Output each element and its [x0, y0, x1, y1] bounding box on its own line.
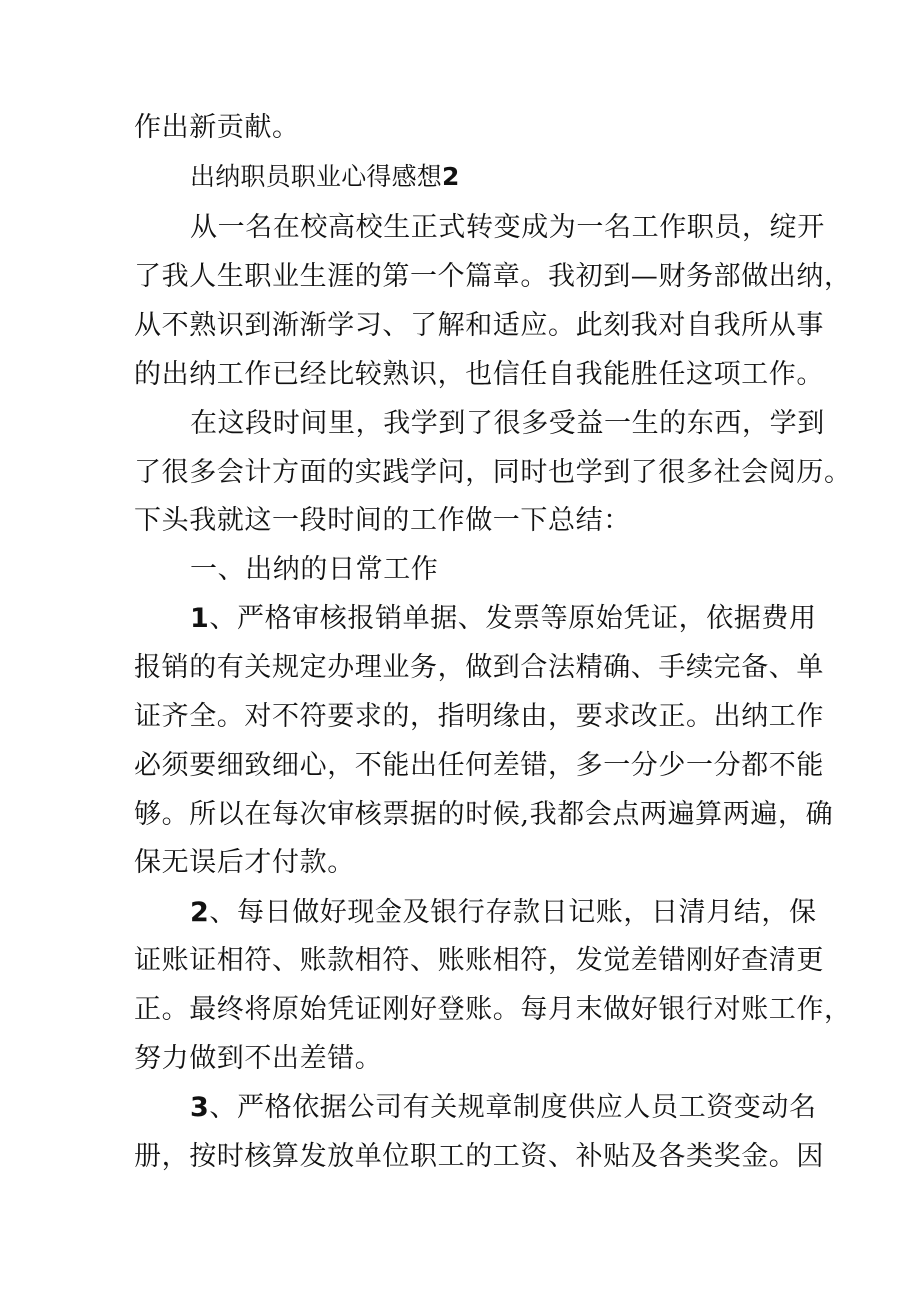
paragraph-line: 正。最终将原始凭证刚好登账。每月末做好银行对账工作， [134, 994, 852, 1025]
paragraph-line: 保无误后才付款。 [134, 847, 355, 878]
paragraph-line: 努力做到不出差错。 [134, 1043, 383, 1074]
list-item-text: 、严格审核报销单据、发票等原始凭证，依据费用 [209, 603, 817, 634]
paragraph-line: 了很多会计方面的实践学问，同时也学到了很多社会阅历。 [134, 457, 852, 488]
list-number: 1 [190, 603, 210, 634]
paragraph-line: 作出新贡献。 [134, 112, 300, 143]
list-item-1-line [190, 602, 850, 636]
section-title-text: 出纳职员职业心得感想 [190, 162, 443, 191]
list-item-text: 、严格依据公司有关规章制度供应人员工资变动名 [209, 1092, 817, 1123]
paragraph-line: 从不熟识到渐渐学习、了解和适应。此刻我对自我所从事 [134, 310, 824, 341]
paragraph-line: 必须要细致细心，不能出任何差错，多一分少一分都不能 [134, 750, 824, 781]
paragraph-line: 证齐全。对不符要求的，指明缘由，要求改正。出纳工作 [134, 701, 824, 732]
section-title [190, 160, 850, 194]
paragraph-line: 在这段时间里，我学到了很多受益一生的东西，学到 [190, 408, 825, 439]
paragraph-line: 够。所以在每次审核票据的时候,我都会点两遍算两遍，确 [134, 799, 834, 830]
paragraph-line: 下头我就这一段时间的工作做一下总结： [134, 505, 631, 536]
paragraph-line: 证账证相符、账款相符、账账相符，发觉差错刚好查清更 [134, 945, 824, 976]
list-number: 3 [190, 1092, 210, 1123]
section-number: 2 [442, 162, 460, 191]
paragraph-line: 报销的有关规定办理业务，做到合法精确、手续完备、单 [134, 652, 824, 683]
paragraph-line: 了我人生职业生涯的第一个篇章。我初到—财务部做出纳， [134, 261, 852, 292]
list-item-2-line [190, 896, 850, 930]
list-item-text: 、每日做好现金及银行存款日记账，日清月结，保 [209, 897, 817, 928]
paragraph-line: 从一名在校高校生正式转变成为一名工作职员，绽开 [190, 212, 825, 243]
list-number: 2 [190, 897, 210, 928]
list-item-3-line [190, 1091, 850, 1125]
paragraph-line: 的出纳工作已经比较熟识，也信任自我能胜任这项工作。 [134, 359, 824, 390]
paragraph-line: 册，按时核算发放单位职工的工资、补贴及各类奖金。因 [134, 1141, 824, 1172]
subsection-heading: 一、出纳的日常工作 [190, 554, 439, 585]
